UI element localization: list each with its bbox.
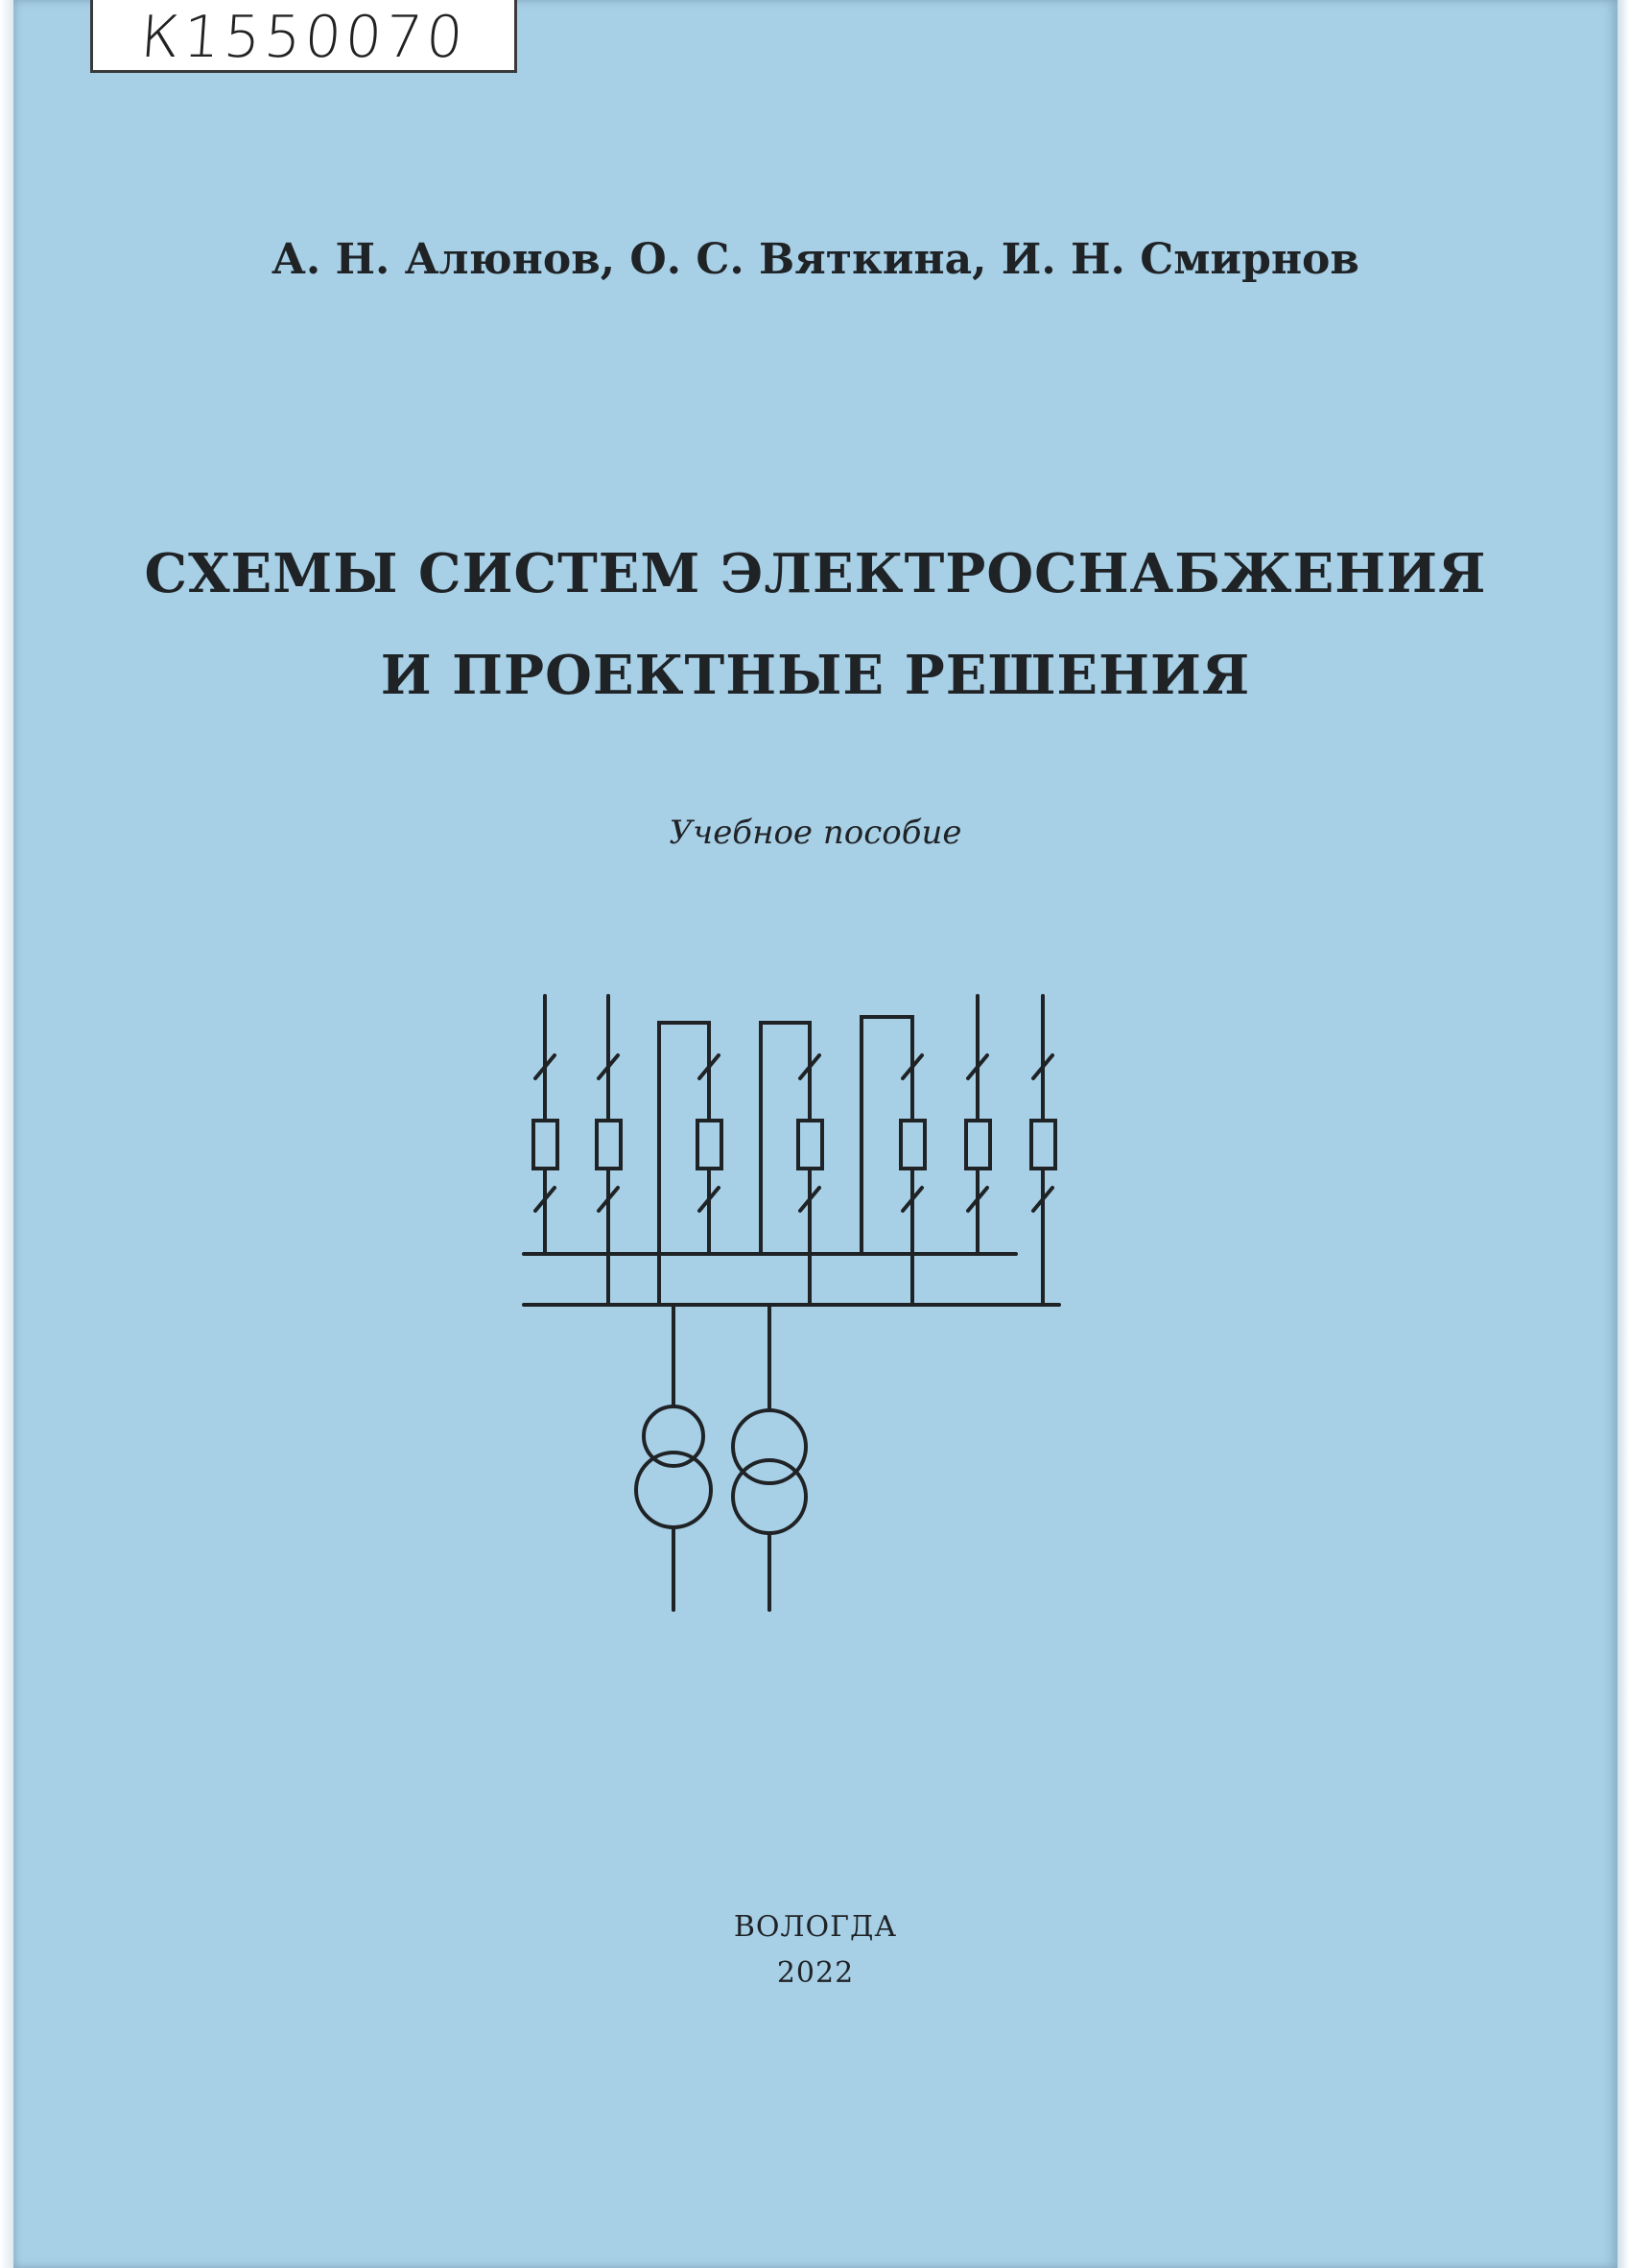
feeder-3-loop [659,1023,721,1305]
feeder-4-loop [761,1023,822,1305]
feeder-1 [533,996,557,1254]
book-cover [13,0,1617,2268]
transformer-2 [733,1305,806,1610]
publisher-city-year [13,1904,1617,1996]
feeder-6 [966,996,990,1254]
feeder-2 [597,996,621,1305]
transformer-1 [636,1305,711,1610]
scan-edge-left [0,0,13,2268]
title-line-1: СХЕМЫ СИСТЕМ ЭЛЕКТРОСНАБЖЕНИЯ [144,542,1487,605]
city: ВОЛОГДА [733,1910,898,1944]
sticker-code: К1550070 [138,4,469,71]
scan-edge-right [1617,0,1629,2268]
feeder-5-loop [862,1017,925,1305]
title-line-2: И ПРОЕКТНЫЕ РЕШЕНИЯ [380,644,1251,707]
feeder-7 [1031,996,1055,1305]
authors: А. Н. Алюнов, О. С. Вяткина, И. Н. Смирнов [272,235,1359,284]
book-subtitle: Учебное пособие [669,814,962,852]
year: 2022 [776,1956,855,1990]
